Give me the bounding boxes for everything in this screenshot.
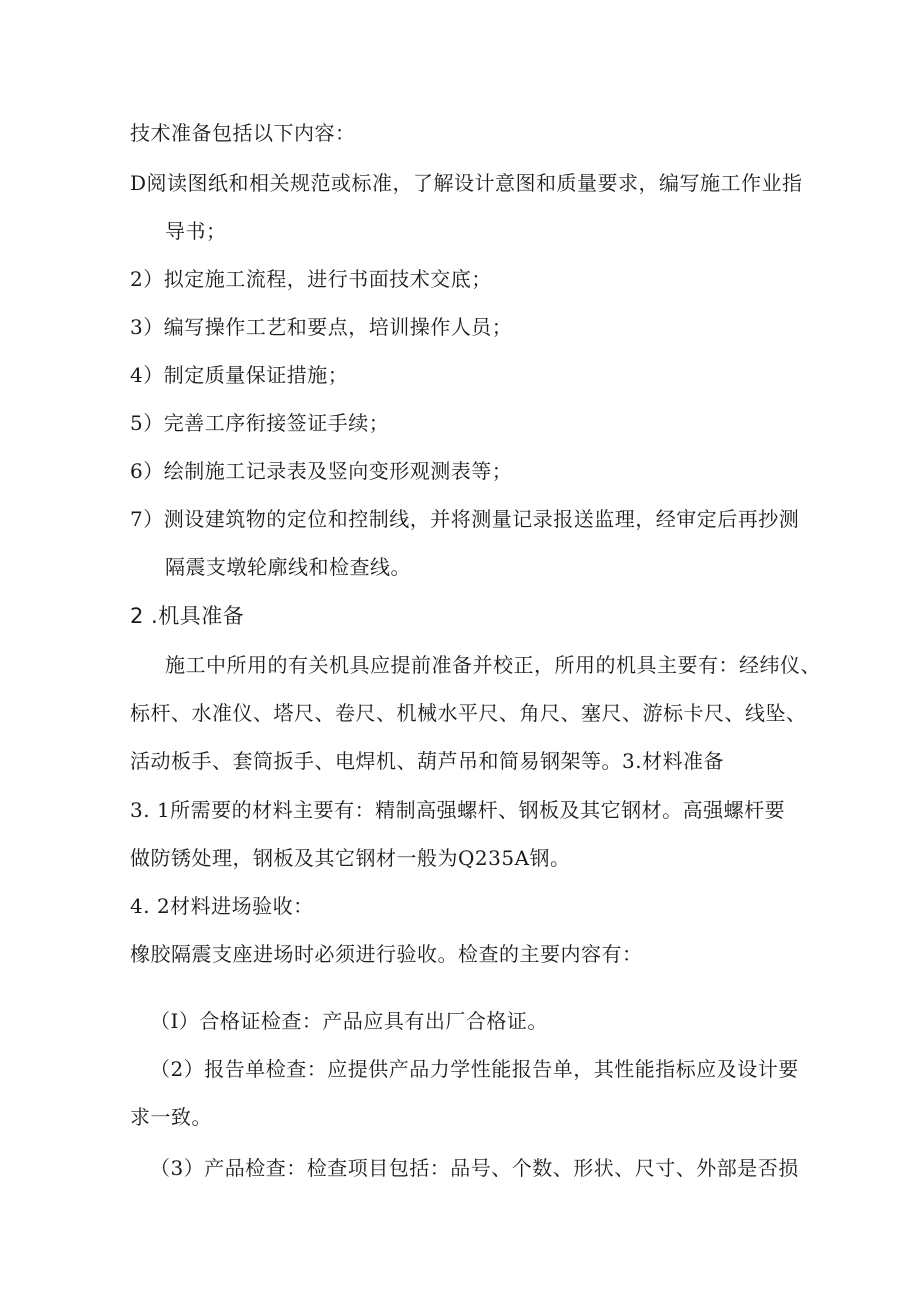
item-4-line: 4）制定质量保证措施； xyxy=(130,363,349,387)
item-1-line-a: D阅读图纸和相关规范或标准，了解设计意图和质量要求，编写施工作业指 xyxy=(130,171,803,195)
item-3-line: 3）编写操作工艺和要点，培训操作人员； xyxy=(130,315,513,339)
item-1-line-b: 导书； xyxy=(165,219,227,243)
acceptance-heading: 4. 2材料进场验收： xyxy=(130,894,314,918)
item-7-line-b: 隔震支墩轮廓线和检查线。 xyxy=(165,555,411,579)
materials-line-2: 做防锈处理，钢板及其它钢材一般为Q235A钢。 xyxy=(130,846,571,870)
check-3-line: （3）产品检查：检查项目包括：品号、个数、形状、尺寸、外部是否损 xyxy=(150,1156,799,1180)
item-6-line: 6）绘制施工记录表及竖向变形观测表等； xyxy=(130,459,513,483)
tools-paragraph-line-2: 标杆、水准仪、塔尺、卷尺、机械水平尺、角尺、塞尺、游标卡尺、线坠、 xyxy=(130,701,807,725)
check-2-line-b: 求一致。 xyxy=(130,1105,212,1129)
item-2-line: 2）拟定施工流程，进行书面技术交底； xyxy=(130,267,492,291)
check-1-line: （I）合格证检查：产品应具有出厂合格证。 xyxy=(150,1009,548,1033)
item-5-line: 5）完善工序衔接签证手续； xyxy=(130,411,390,435)
tools-paragraph-line-3: 活动板手、套筒扳手、电焊机、葫芦吊和简易钢架等。3.材料准备 xyxy=(130,749,725,773)
acceptance-intro: 橡胶隔震支座进场时必须进行验收。检查的主要内容有： xyxy=(130,942,643,966)
check-2-line-a: （2）报告单检查：应提供产品力学性能报告单，其性能指标应及设计要 xyxy=(150,1057,799,1081)
materials-line-1: 3. 1所需要的材料主要有：精制高强螺杆、钢板及其它钢材。高强螺杆要 xyxy=(130,798,786,822)
section-heading-tools: 2 .机具准备 xyxy=(130,604,245,628)
tools-paragraph-line-1: 施工中所用的有关机具应提前准备并校正，所用的机具主要有：经纬仪、 xyxy=(165,653,821,677)
intro-line: 技术准备包括以下内容： xyxy=(130,121,356,145)
item-7-line-a: 7）测设建筑物的定位和控制线，并将测量记录报送监理，经审定后再抄测 xyxy=(130,507,800,531)
